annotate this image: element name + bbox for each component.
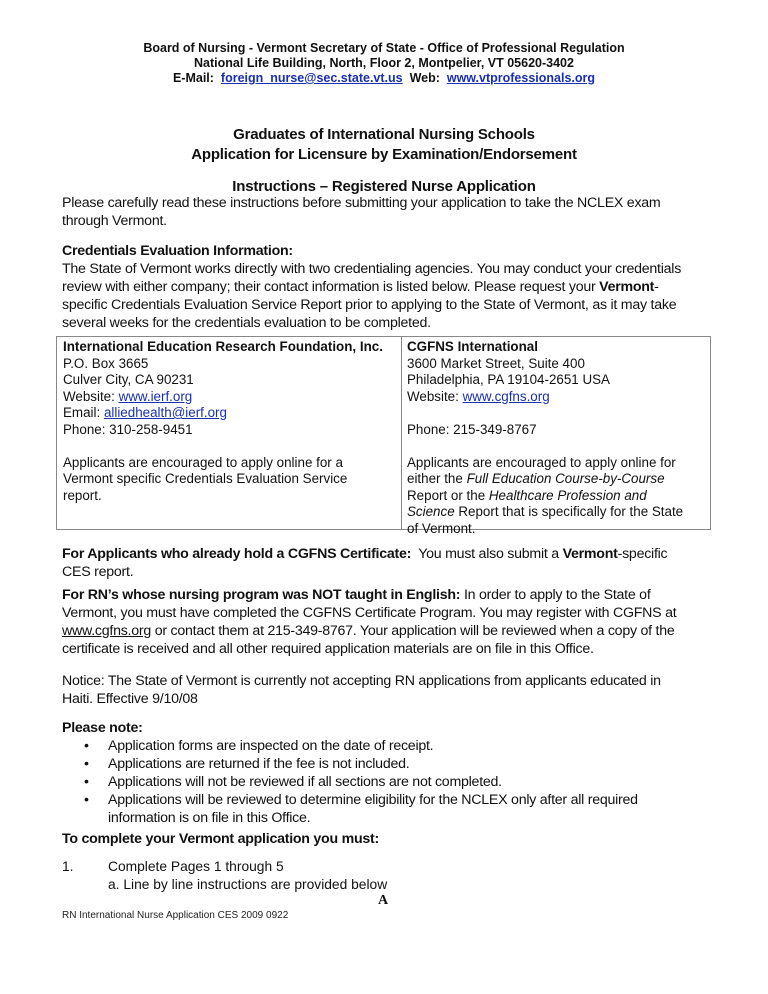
page-mark: A: [378, 893, 389, 908]
non-english-line-1: [62, 586, 722, 604]
agency-note-line: [407, 504, 707, 521]
agency-note-line: Vermont specific Credentials Evaluation Service: [63, 471, 348, 486]
text: You must also submit a: [411, 546, 563, 562]
agency-ierf: [63, 339, 398, 504]
step-1-number: 1.: [62, 859, 74, 874]
agency-phone: Phone: 215-349-8767: [407, 421, 537, 437]
text: -specific: [617, 546, 668, 562]
text: or contact them at 215-349-8767. Your application will be reviewed when a copy of the: [151, 623, 675, 639]
cgfns-link[interactable]: www.cgfns.org: [62, 623, 152, 639]
agency-address-1: P.O. Box 3665: [63, 355, 149, 371]
note-item: [62, 791, 722, 809]
web-link[interactable]: www.vtprofessionals.org: [446, 71, 596, 85]
note-item: [62, 755, 722, 773]
intro-line-1: Please carefully read these instructions before submitting your application to take the NCLEX exam: [62, 195, 661, 211]
haiti-notice: [62, 672, 722, 708]
non-english-line-4: certificate is received and all other required application materials are on file in this Office.: [62, 641, 594, 657]
cgfns-holders-line-2: CES report.: [62, 564, 134, 580]
credentials-line-3: specific Credentials Evaluation Service Report prior to applying to the State of Vermont, as it may take: [62, 297, 677, 313]
note-text: Applications will be reviewed to determine eligibility for the NCLEX only after all required: [108, 792, 638, 808]
agency-address-1: 3600 Market Street, Suite 400: [407, 355, 585, 371]
header-contact: [0, 71, 768, 86]
web-label: Web:: [409, 71, 440, 85]
bullet-icon: •: [84, 756, 89, 772]
ierf-email-link[interactable]: alliedhealth@ierf.org: [103, 405, 227, 420]
cgfns-holders-heading: For Applicants who already hold a CGFNS Certificate:: [62, 546, 412, 562]
intro-line-2: through Vermont.: [62, 213, 167, 229]
bullet-icon: •: [84, 792, 89, 808]
non-english-line-3: [62, 622, 722, 640]
agency-note-line: Applicants are encouraged to apply online for: [407, 454, 676, 470]
agencies-table: [56, 336, 711, 536]
bullet-icon: •: [84, 738, 89, 754]
note-item: [62, 773, 722, 791]
non-english-heading: For RN’s whose nursing program was NOT taught in English:: [62, 587, 461, 603]
please-note-section: [62, 719, 722, 827]
agency-website: [63, 389, 398, 406]
website-label: Website:: [63, 388, 119, 404]
credentials-heading: Credentials Evaluation Information:: [62, 243, 293, 259]
table-divider: [401, 337, 402, 529]
credentials-line-1: The State of Vermont works directly with two credentialing agencies. You may conduct your credentials: [62, 261, 682, 277]
title-line-2: Application for Licensure by Examination/Endorsement: [191, 146, 577, 163]
agency-note-line: [407, 488, 707, 505]
credentials-section: [62, 242, 722, 332]
agency-phone: Phone: 310-258-9451: [63, 421, 193, 437]
vermont-bold: Vermont: [599, 279, 655, 295]
header-line-2: National Life Building, North, Floor 2, Montpelier, VT 05620-3402: [194, 56, 574, 70]
italic-text: Healthcare Profession and: [488, 487, 647, 503]
email-label: Email:: [63, 405, 104, 420]
bullet-icon: •: [84, 774, 89, 790]
header-line-1: Board of Nursing - Vermont Secretary of State - Office of Professional Regulation: [143, 41, 625, 55]
notice-line-2: Haiti. Effective 9/10/08: [62, 691, 198, 707]
website-label: Website:: [407, 388, 463, 404]
note-item-continuation: [62, 809, 722, 827]
footer: RN International Nurse Application CES 2009 0922: [62, 910, 289, 921]
intro-paragraph: [62, 194, 722, 230]
title-line-1: Graduates of International Nursing Schools: [233, 126, 535, 143]
ierf-website-link[interactable]: www.ierf.org: [118, 388, 193, 404]
note-text: Applications are returned if the fee is not included.: [108, 756, 410, 772]
agency-email: [63, 405, 398, 422]
agency-name: CGFNS International: [407, 339, 538, 354]
agency-cgfns: [407, 339, 707, 537]
non-english-section: [62, 586, 722, 658]
please-note-heading: Please note:: [62, 720, 143, 736]
note-item: [62, 737, 722, 755]
agency-address-2: Philadelphia, PA 19104-2651 USA: [407, 372, 610, 387]
notice-line-1: Notice: The State of Vermont is currently not accepting RN applications from applicants educated in: [62, 673, 661, 689]
note-text: information is on file in this Office.: [108, 810, 311, 826]
italic-text: Science: [407, 504, 455, 519]
text: In order to apply to the State of: [460, 587, 651, 603]
email-link[interactable]: foreign_nurse@sec.state.vt.us: [220, 71, 403, 85]
agency-note-line: report.: [63, 487, 102, 503]
note-text: Applications will not be reviewed if all sections are not completed.: [108, 774, 502, 790]
credentials-line-2: [62, 278, 722, 296]
non-english-line-2: Vermont, you must have completed the CGFNS Certificate Program. You may register with CGFNS at: [62, 605, 677, 621]
text: Report that is specifically for the State: [454, 504, 684, 519]
text: review with either company; their contact information is listed below. Please request your: [62, 279, 600, 295]
cgfns-website-link[interactable]: www.cgfns.org: [462, 388, 550, 404]
complete-heading: To complete your Vermont application you must:: [62, 831, 379, 847]
step-1a-text: a. Line by line instructions are provided below: [108, 877, 388, 892]
agency-address-2: Culver City, CA 90231: [63, 372, 194, 387]
vermont-bold: Vermont: [562, 546, 618, 562]
email-label: E-Mail:: [172, 71, 214, 85]
instructions-title: Instructions – Registered Nurse Application: [232, 178, 536, 195]
note-text: Application forms are inspected on the date of receipt.: [108, 738, 434, 754]
agency-website: [407, 389, 707, 406]
cgfns-holders-line-1: [62, 545, 722, 563]
text: Report or the: [407, 487, 489, 503]
agency-name: International Education Research Foundation, Inc.: [63, 339, 383, 354]
step-1-text: Complete Pages 1 through 5: [108, 859, 284, 874]
agency-note-line: [407, 471, 707, 488]
cgfns-holders-section: [62, 545, 722, 581]
text: -: [654, 279, 659, 295]
agency-note-line: of Vermont.: [407, 520, 476, 536]
italic-text: Full Education Course-by-Course: [466, 471, 665, 486]
text: either the: [407, 471, 467, 486]
credentials-line-4: several weeks for the credentials evaluation to be completed.: [62, 315, 431, 331]
agency-note-line: Applicants are encouraged to apply online for a: [63, 454, 343, 470]
